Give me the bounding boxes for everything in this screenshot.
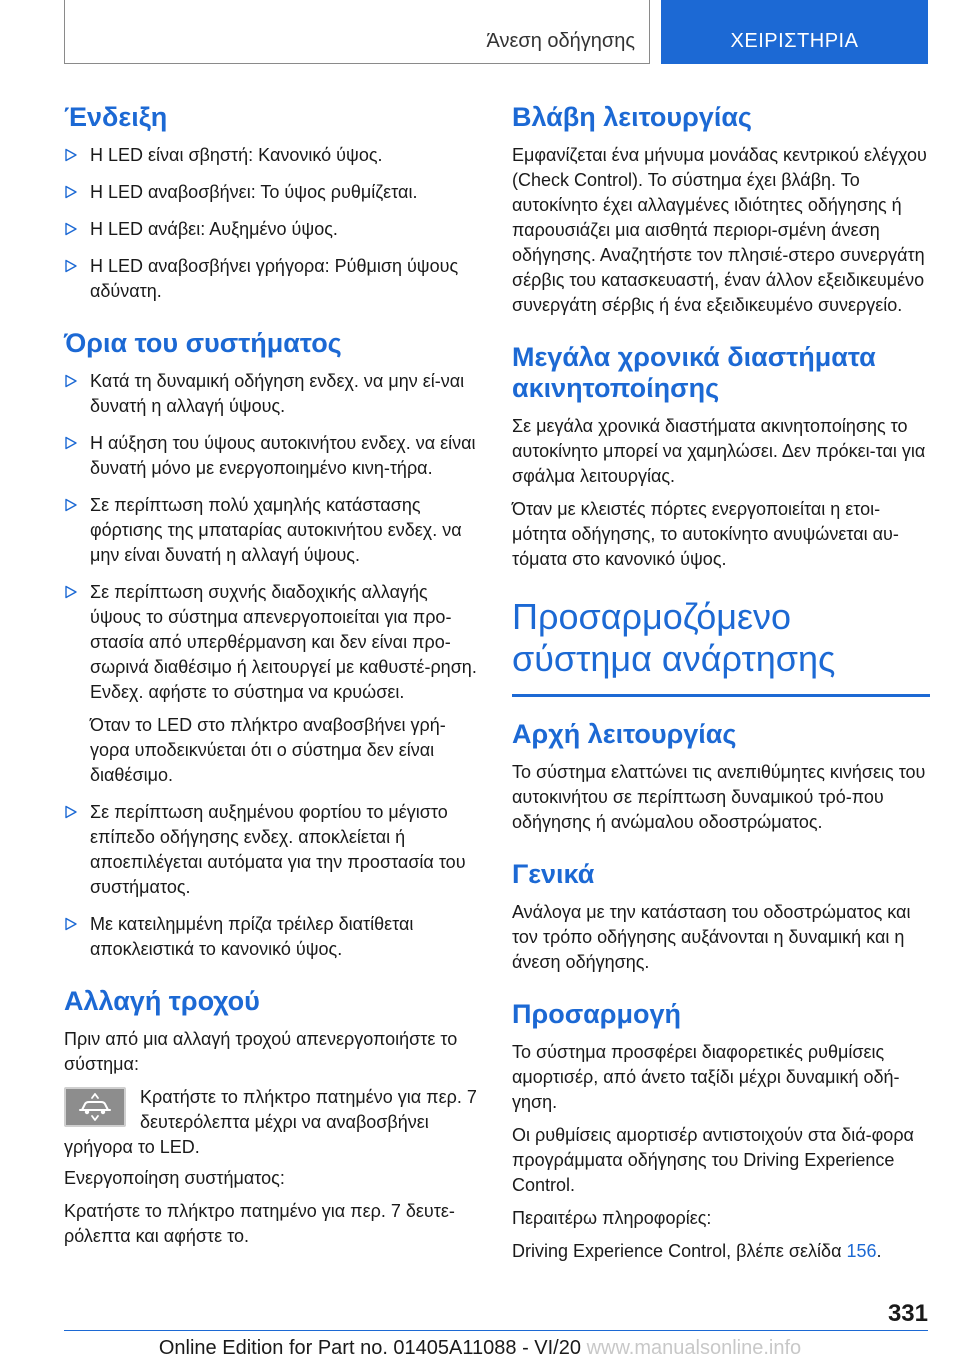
malfunction-heading: Βλάβη λειτουργίας — [512, 102, 752, 132]
immobilization-text-2: Όταν με κλειστές πόρτες ενεργοποιείται η ετοι-μότητα οδήγησης, το αυτοκίνητο ανυψώνεται αυ-τόματα στο κανονικό ύψος. — [512, 499, 899, 569]
button-instruction-text: Κρατήστε το πλήκτρο πατημένο για περ. 7 δευτερόλεπτα μέχρι να αναβοσβήνει γρήγορα το LED. — [64, 1087, 477, 1157]
triangle-right-icon — [64, 917, 78, 931]
more-info-label: Περαιτέρω πληροφορίες: — [512, 1208, 712, 1228]
list-item — [64, 912, 482, 962]
triangle-right-icon — [64, 805, 78, 819]
adjustment-text-1: Το σύστημα προσφέρει διαφορετικές ρυθμίσεις αμορτισέρ, από άνετο ταξίδι μέχρι δυναμική οδή-γηση. — [512, 1042, 900, 1112]
malfunction-text: Εμφανίζεται ένα μήνυμα μονάδας κεντρικού ελέγχου (Check Control). Το σύστημα έχει βλάβη. Το αυτοκίνητο έχει αλλαγμένες ιδιότητες οδήγησης ή παρουσιάζει μια αισθητά περιορι-σμένη άνεση οδήγησης. Αναζητήστε τον πλησιέ-στερο συνεργάτη σέρβις του κατασκευαστή, έναν άλλον εξειδικευμένο συνεργάτη σέρβις ή ένα εξειδικευμένο συνεργείο. — [512, 145, 927, 315]
header-section-tab — [64, 0, 650, 64]
list-item-text: Η LED αναβοσβήνει: Το ύψος ρυθμίζεται. — [90, 182, 418, 202]
page-header — [64, 0, 928, 64]
list-item — [64, 493, 482, 568]
list-item — [64, 254, 482, 304]
limits-list — [64, 369, 482, 962]
triangle-right-icon — [64, 585, 78, 599]
general-text: Ανάλογα με την κατάσταση του οδοστρώματος και τον τρόπο οδήγησης αυξάνονται η δυναμική και η άνεση οδήγησης. — [512, 902, 911, 972]
indication-section — [64, 102, 482, 304]
adaptive-suspension-heading: Προσαρμοζόμενο σύστημα ανάρτησης — [512, 596, 836, 679]
immobilization-text-1: Σε μεγάλα χρονικά διαστήματα ακινητοποίησης το αυτοκίνητο μπορεί να χαμηλώσει. Δεν πρόκει-ται για σφάλμα λειτουργίας. — [512, 416, 926, 486]
indication-heading: Ένδειξη — [64, 102, 168, 132]
list-item — [64, 180, 482, 205]
list-item-text: Η LED ανάβει: Αυξημένο ύψος. — [90, 219, 338, 239]
page-reference-link[interactable]: 156 — [846, 1241, 877, 1261]
malfunction-section — [512, 102, 930, 318]
adjustment-heading: Προσαρμογή — [512, 999, 681, 1029]
button-instruction — [64, 1085, 482, 1160]
list-item — [64, 431, 482, 481]
list-item — [64, 580, 482, 788]
principle-text: Το σύστημα ελαττώνει τις ανεπιθύμητες κινήσεις του αυτοκινήτου σε περίπτωση δυναμικού τρό-που οδήγησης ή ανώμαλου οδοστρώματος. — [512, 762, 926, 832]
list-item-text: Η αύξηση του ύψους αυτοκινήτου ενδεχ. να είναι δυνατή μόνο με ενεργοποιημένο κινη-τήρα. — [90, 433, 476, 478]
activation-text: Κρατήστε το πλήκτρο πατημένο για περ. 7 δευτε-ρόλεπτα και αφήστε το. — [64, 1201, 455, 1246]
general-section — [512, 859, 930, 975]
footer-watermark: www.manualsonline.info — [586, 1337, 802, 1359]
page-reference — [512, 1239, 930, 1264]
immobilization-section — [512, 342, 930, 572]
list-item-text: Η LED αναβοσβήνει γρήγορα: Ρύθμιση ύψους αδύνατη. — [90, 256, 459, 301]
triangle-right-icon — [64, 148, 78, 162]
header-chapter-tab — [661, 0, 928, 64]
header-section-title: Άνεση οδήγησης — [486, 30, 635, 52]
right-column — [512, 102, 930, 1288]
list-item-text: Κατά τη δυναμική οδήγηση ενδεχ. να μην εί-ναι δυνατή η αλλαγή ύψους. — [90, 371, 465, 416]
car-height-button-icon — [64, 1087, 126, 1127]
page-number: 331 — [887, 1300, 928, 1327]
header-chapter-title: ΧΕΙΡΙΣΤΗΡΙΑ — [730, 30, 859, 52]
list-item-text: Σε περίπτωση συχνής διαδοχικής αλλαγής ύψους το σύστημα απενεργοποιείται για προ-στασία από υπερθέρμανση και δεν είναι προ-σωρινά διαθέσιμο ή λειτουργεί με καθυστέ-ρηση. Ενδεχ. αφήστε το σύστημα να κρυώσει. — [90, 582, 477, 702]
list-item-text: Σε περίπτωση αυξημένου φορτίου το μέγιστο επίπεδο οδήγησης ενδεχ. αποκλείεται ή αποεπιλέγεται αυτόματα για την προστασία του συστήματος. — [90, 802, 466, 897]
list-item — [64, 800, 482, 900]
wheel-change-intro: Πριν από μια αλλαγή τροχού απενεργοποιήστε το σύστημα: — [64, 1029, 458, 1074]
left-column — [64, 102, 482, 1273]
limits-heading: Όρια του συστήματος — [64, 328, 342, 358]
list-item-text: Με κατειλημμένη πρίζα τρέιλερ διατίθεται αποκλειστικά το κανονικό ύψος. — [90, 914, 414, 959]
triangle-right-icon — [64, 259, 78, 273]
footer — [0, 1337, 960, 1360]
footer-edition: Online Edition for Part no. 01405A11088 - VI/20 — [158, 1337, 581, 1359]
adjustment-section — [512, 999, 930, 1264]
list-item — [64, 369, 482, 419]
triangle-right-icon — [64, 222, 78, 236]
page-reference-text: Driving Experience Control, βλέπε σελίδα — [512, 1241, 842, 1261]
limits-section — [64, 328, 482, 962]
list-item-text: Σε περίπτωση πολύ χαμηλής κατάστασης φόρτισης της μπαταρίας αυτοκινήτου ενδεχ. να μην είναι δυνατή η αλλαγή ύψους. — [90, 495, 462, 565]
general-heading: Γενικά — [512, 859, 595, 889]
immobilization-heading: Μεγάλα χρονικά διαστήματα ακινητοποίησης — [512, 342, 876, 403]
triangle-right-icon — [64, 374, 78, 388]
list-item — [64, 217, 482, 242]
heading-rule — [512, 694, 930, 697]
triangle-right-icon — [64, 436, 78, 450]
indication-list — [64, 143, 482, 304]
page-reference-end: . — [876, 1241, 882, 1261]
list-item-text: Η LED είναι σβηστή: Κανονικό ύψος. — [90, 145, 383, 165]
list-item-continuation: Όταν το LED στο πλήκτρο αναβοσβήνει γρή-γορα υποδεικνύεται ότι ο σύστημα δεν είναι διαθέσιμο. — [90, 715, 446, 785]
adaptive-suspension-section — [512, 596, 930, 697]
triangle-right-icon — [64, 498, 78, 512]
footer-rule — [64, 1330, 928, 1331]
principle-section — [512, 719, 930, 835]
wheel-change-section — [64, 986, 482, 1249]
wheel-change-heading: Αλλαγή τροχού — [64, 986, 260, 1016]
activation-label: Ενεργοποίηση συστήματος: — [64, 1168, 285, 1188]
list-item — [64, 143, 482, 168]
principle-heading: Αρχή λειτουργίας — [512, 719, 737, 749]
adjustment-text-2: Οι ρυθμίσεις αμορτισέρ αντιστοιχούν στα διά-φορα προγράμματα οδήγησης του Driving Experience Control. — [512, 1125, 914, 1195]
triangle-right-icon — [64, 185, 78, 199]
